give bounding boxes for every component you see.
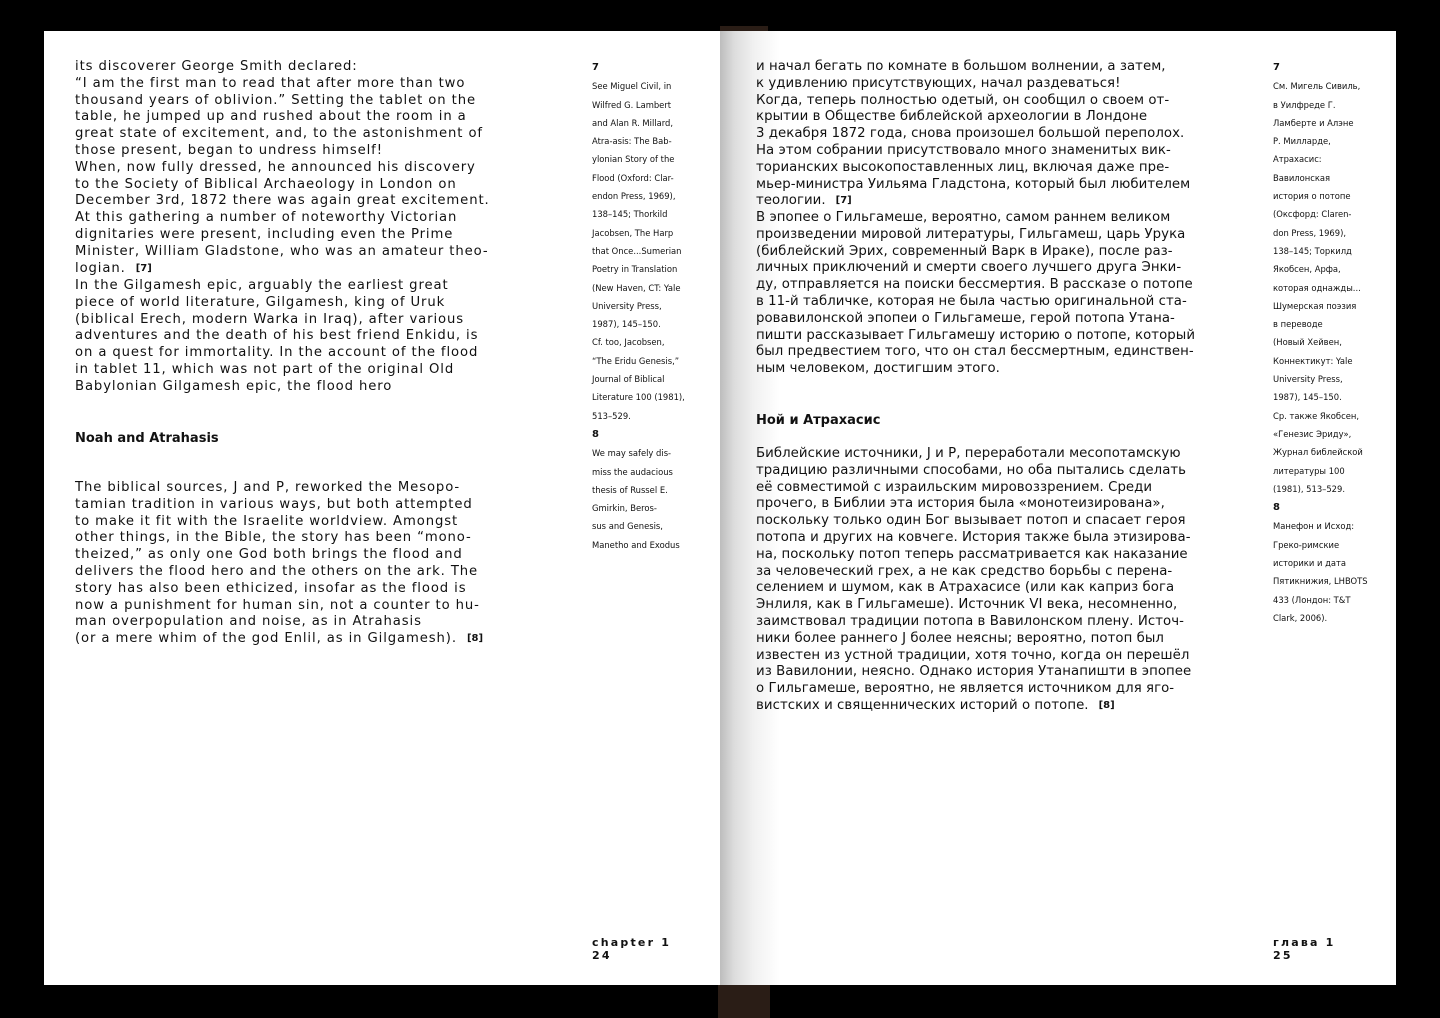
right-paragraph-1 bbox=[756, 59, 1190, 210]
right-paragraph-3-text: Библейские источники, J и P, переработали месопотамскую традицию различными способами, но оба пытались сделать её совместимой с израильским мировоззрением. Среди прочего, в Библии эта история была «монотеизирована», поскольку только один Бог вызывает потоп и спасает героя потопа и других на ковчеге. История также была этизирова- на, поскольку потоп теперь рассматривается как наказание за человеческий грех, а не как средство борьбы с перена- селением и шумом, как в Атрахасисе (или как каприз бога Энлиля, как в Гильгамеше). Источник VI века, несомненно, заимствовал традиции потопа в Вавилонском плену. Источ- ники более раннего J более неясны; вероятно, потоп был известен из устной традиции, хотя точно, когда он перешёл из Вавилонии, неясно. Однако история Утанапишти в эпопее о Гильгамеше, вероятно, не является источником для яго- вистских и священнических историй о потопе. bbox=[756, 446, 1192, 713]
left-paragraph-3-text: The biblical sources, J and P, reworked the Mesopo- tamian tradition in various ways, but both attempted to make it fit with the Israelite worldview. Amongst other things, in the Bible, the story has been “mono- theized,” as only one God both brings the flood and delivers the flood hero and the others on the ark. The story has also been ethicized, insofar as the flood is now a punishment for human sin, not a counter to hu- man overpopulation and noise, as in Atrahasis (or a mere whim of the god Enlil, as in Gilgamesh). bbox=[75, 480, 480, 647]
footnote-ref-7[interactable]: [7] bbox=[135, 262, 152, 274]
chapter-label: глава 1 bbox=[1273, 936, 1336, 949]
footnote-7-text: См. Мигель Сивиль, в Уилфреде Г. Ламберте и Алэне Р. Милларде, Атрахасис: Вавилонская история о потопе (Оксфорд: Claren- don Press, 1969), 138–145; Торкилд Якобсен, Арфа, которая однажды... Шумерская поэзия в переводе (Новый Хейвен, Коннектикут: Yale University Press, 1987), 145–150. Ср. также Якобсен, «Генезис Эриду», Журнал библейской литературы 100 (1981), 513–529. bbox=[1273, 81, 1363, 494]
footnote-7-number: 7 bbox=[1273, 62, 1280, 73]
right-page bbox=[720, 31, 1396, 985]
page-number: 24 bbox=[592, 949, 612, 962]
left-footnotes bbox=[592, 58, 685, 554]
page-number: 25 bbox=[1273, 949, 1293, 962]
footnote-8-number: 8 bbox=[1273, 502, 1280, 514]
right-footnotes bbox=[1273, 58, 1368, 627]
footnote-7-text: See Miguel Civil, in Wilfred G. Lambert and Alan R. Millard, Atra-asis: The Bab- ylonian Story of the Flood (Oxford: Clar- endon Press, 1969), 138–145; Thorkild Jacobsen, The Harp that Once...Sumerian Poetry in Translation (New Haven, CT: Yale University Press, 1987), 145–150. Cf. too, Jacobsen, “The Eridu Genesis,” Journal of Biblical Literature 100 (1981), 513–529. bbox=[592, 81, 685, 421]
right-section-heading: Ной и Атрахасис bbox=[756, 413, 881, 428]
left-paragraph-1 bbox=[75, 59, 490, 277]
right-paragraph-3 bbox=[756, 446, 1191, 715]
left-paragraph-3 bbox=[75, 480, 483, 648]
right-paragraph-2: В эпопее о Гильгамеше, вероятно, самом раннем великом произведении мировой литературы, Гильгамеш, царь Урука (библейский Эрих, современный Варк в Ираке), после раз- личных приключений и смерти своего лучшего друга Энки- ду, отправляется на поиски бессмертия. В рассказе о потопе в 11-й табличке, которая не была частью оригинальной ста- ровавилонской эпопеи о Гильгамеше, герой потопа Утана- пишти рассказывает Гильгамешу историю о потопе, который был предвестием того, что он стал бессмертным, единствен- ным человеком, достигшим этого. bbox=[756, 210, 1196, 377]
footnote-8-text: Манефон и Исход: Греко-римские историки и дата Пятикнижия, LHBOTS 433 (Лондон: T&T Clark, 2006). bbox=[1273, 521, 1368, 623]
left-page bbox=[44, 31, 720, 985]
left-page-footer bbox=[592, 936, 671, 962]
chapter-label: chapter 1 bbox=[592, 936, 672, 949]
footnote-ref-8[interactable]: [8] bbox=[466, 633, 484, 645]
left-paragraph-2: In the Gilgamesh epic, arguably the earliest great piece of world literature, Gilgamesh, king of Uruk (biblical Erech, modern Warka in Iraq), after various adventures and the death of his best friend Enkidu, is on a quest for immortality. In the account of the flood in tablet 11, which was not part of the original Old Babylonian Gilgamesh epic, the flood hero bbox=[75, 278, 479, 394]
right-paragraph-1-text: и начал бегать по комнате в большом волнении, а затем, к удивлению присутствующих, начал раздеваться! Когда, теперь полностью одетый, он сообщил о своем от- крытии в Обществе библейской археологии в Лондоне 3 декабря 1872 года, снова произошел большой переполох. На этом собрании присутствовало много знаменитых вик- торианских высокопоставленных лиц, включая даже пре- мьер-министра Уильяма Гладстона, который был любителем теологии. bbox=[756, 59, 1191, 209]
footnote-8-text: We may safely dis- miss the audacious thesis of Russel E. Gmirkin, Beros- sus and Genesis, Manetho and Exodus bbox=[592, 448, 680, 550]
book-spine-bottom bbox=[718, 984, 770, 1018]
footnote-ref-7[interactable]: [7] bbox=[835, 195, 852, 207]
left-section-heading: Noah and Atrahasis bbox=[75, 431, 219, 446]
right-page-footer bbox=[1273, 936, 1336, 962]
footnote-8-number: 8 bbox=[592, 428, 599, 440]
footnote-ref-8[interactable]: [8] bbox=[1098, 699, 1115, 711]
left-paragraph-1-text: its discoverer George Smith declared: “I am the first man to read that after more than two thousand years of oblivion.” Setting the tablet on the table, he jumped up and rushed about the room in a great state of excitement, and, to the astonishment of those present, began to undress himself! When, now fully dressed, he announced his discovery to the Society of Biblical Archaeology in London on December 3rd, 1872 there was again great excitement. At this gathering a number of noteworthy Victorian dignitaries were present, including even the Prime Minister, William Gladstone, who was an amateur theo- logian. bbox=[75, 59, 490, 276]
footnote-7-number: 7 bbox=[592, 62, 599, 73]
